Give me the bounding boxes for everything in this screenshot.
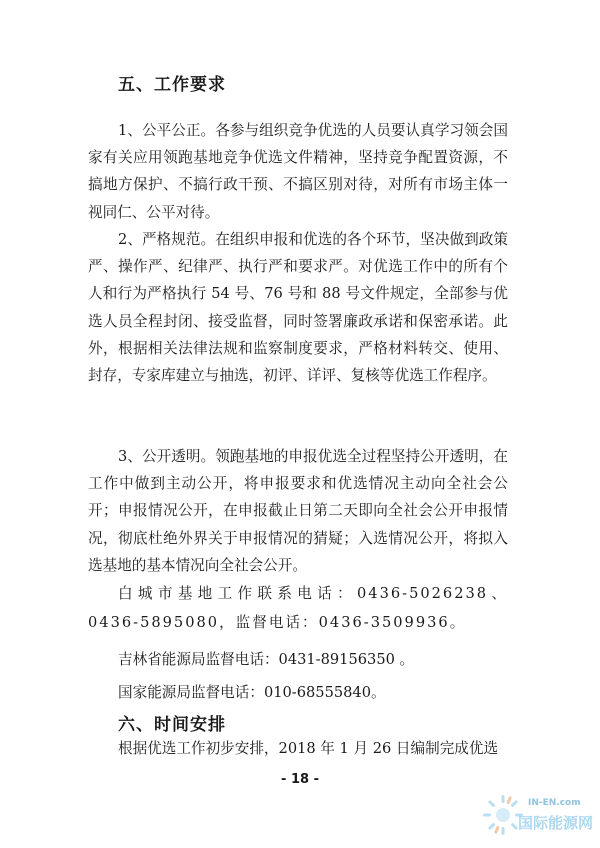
section-6-heading: 六、时间安排 xyxy=(118,715,226,735)
page-number: - 18 - xyxy=(281,772,319,787)
baicheng-contact: 白城市基地工作联系电话：0436-5026238、0436-5895080，监督电话：0436-3509936。 xyxy=(88,585,508,631)
schedule-item-1: 根据优选工作初步安排，2018 年 1 月 26 日编制完成优选 xyxy=(118,740,499,757)
section-5-heading: 五、工作要求 xyxy=(118,75,226,95)
watermark-logo xyxy=(470,790,595,844)
watermark-url: IN-EN.com xyxy=(528,798,581,808)
requirement-item-2: 2、严格规范。在组织申报和优选的各个环节，坚决做到政策严、操作严、纪律严、执行严和要求严。对优选工作中的所有个人和行为严格执行 54 号、76 号和 88 号文件规定，全部参与优选人员全程封闭、接受监督，同时签署廉政承诺和保密承诺。此外，根据相关法律法规和监察制度要求，严格材料转交、使用、封存，专家库建立与抽选，初评、详评、复核等优选工作程序。 xyxy=(88,231,508,385)
requirement-item-3: 3、公开透明。领跑基地的申报优选全过程坚持公开透明，在工作中做到主动公开，将申报要求和优选情况主动向全社会公开；申报情况公开，在申报截止日第二天即向全社会公开申报情况，彻底杜绝外界关于申报情况的猜疑；入选情况公开，将拟入选基地的基本情况向全社会公开。 xyxy=(88,448,508,574)
requirement-item-1: 1、公平公正。各参与组织竞争优选的人员要认真学习领会国家有关应用领跑基地竞争优选文件精神，坚持竞争配置资源，不搞地方保护、不搞行政干预、不搞区别对待，对所有市场主体一视同仁、公平对待。 xyxy=(88,122,508,221)
watermark-name: 国际能源网 xyxy=(518,814,594,832)
national-contact: 国家能源局监督电话：010-68555840。 xyxy=(118,684,386,701)
jilin-contact: 吉林省能源局监督电话：0431-89156350 。 xyxy=(118,651,415,668)
